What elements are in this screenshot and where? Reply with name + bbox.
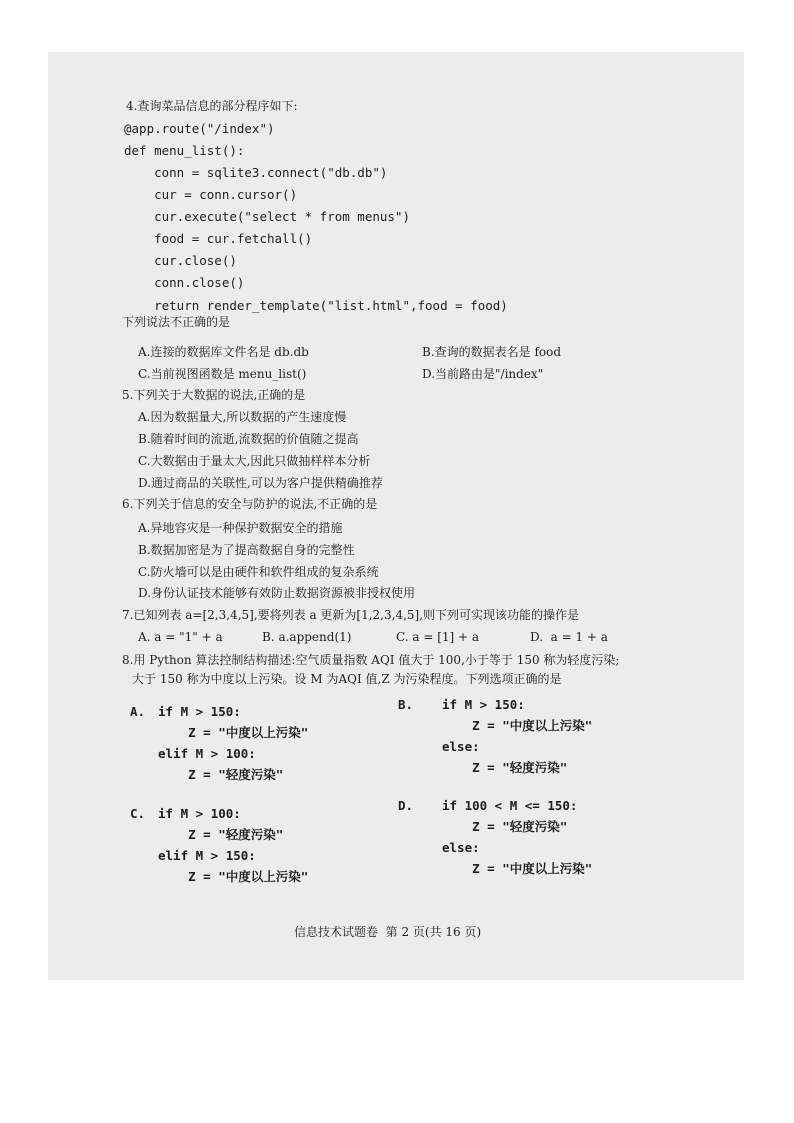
q5-option-d: D.通过商品的关联性,可以为客户提供精确推荐 [138, 476, 383, 490]
q8-option-b-line: Z = "中度以上污染" [442, 718, 593, 733]
q7-option-d: D. a = 1 + a [530, 630, 608, 644]
q4-option-c: C.当前视图函数是 menu_list() [138, 367, 307, 381]
q8-option-d-line: Z = "轻度污染" [442, 819, 568, 834]
q8-option-d-letter: D. [398, 798, 414, 813]
q8-option-c-line: Z = "中度以上污染" [158, 869, 309, 884]
q4-code-line: food = cur.fetchall() [124, 231, 313, 246]
q8-stem-line2: 大于 150 称为中度以上污染。设 M 为AQI 值,Z 为污染程度。下列选项正确的是 [132, 672, 562, 686]
q7-stem: 7.已知列表 a=[2,3,4,5],要将列表 a 更新为[1,2,3,4,5],则下列可实现该功能的操作是 [122, 608, 580, 622]
q4-code-line: @app.route("/index") [124, 121, 275, 136]
q4-code-line: cur.close() [124, 253, 237, 268]
q8-option-a-line: if M > 150: [158, 704, 241, 719]
q4-code-line: cur = conn.cursor() [124, 187, 298, 202]
q4-code-line: conn = sqlite3.connect("db.db") [124, 165, 388, 180]
q7-option-c: C. a = [1] + a [396, 630, 480, 644]
q4-code-line: def menu_list(): [124, 143, 245, 158]
q8-option-a-letter: A. [130, 704, 146, 719]
q8-option-d-line: else: [442, 840, 480, 855]
q8-option-b-letter: B. [398, 697, 414, 712]
q8-option-c-line: Z = "轻度污染" [158, 827, 284, 842]
q6-option-d: D.身份认证技术能够有效防止数据资源被非授权使用 [138, 586, 416, 600]
q7-option-a: A. a = "1" + a [138, 630, 223, 644]
q8-option-c-line: if M > 100: [158, 806, 241, 821]
q4-code-line: cur.execute("select * from menus") [124, 209, 410, 224]
q4-code-line: conn.close() [124, 275, 245, 290]
q4-option-b: B.查询的数据表名是 food [422, 345, 562, 359]
q8-option-a-line: Z = "轻度污染" [158, 767, 284, 782]
q4-intro: 4.查询菜品信息的部分程序如下: [126, 99, 298, 113]
page-footer: 信息技术试题卷 第 2 页(共 16 页) [294, 925, 482, 939]
q8-option-b-line: else: [442, 739, 480, 754]
q6-stem: 6.下列关于信息的安全与防护的说法,不正确的是 [122, 497, 378, 511]
exam-page [48, 52, 744, 980]
q6-option-c: C.防火墙可以是由硬件和软件组成的复杂系统 [138, 565, 379, 579]
q8-option-d-line: if 100 < M <= 150: [442, 798, 578, 813]
q6-option-b: B.数据加密是为了提高数据自身的完整性 [138, 543, 355, 557]
q8-option-c-letter: C. [130, 806, 146, 821]
q8-option-a-line: elif M > 100: [158, 746, 256, 761]
q5-option-b: B.随着时间的流逝,流数据的价值随之提高 [138, 432, 359, 446]
q7-option-b: B. a.append(1) [262, 630, 352, 644]
q4-option-d: D.当前路由是"/index" [422, 367, 544, 381]
q6-option-a: A.异地容灾是一种保护数据安全的措施 [138, 521, 343, 535]
q8-option-c-line: elif M > 150: [158, 848, 256, 863]
q4-stem: 下列说法不正确的是 [122, 315, 231, 329]
q4-option-a: A.连接的数据库文件名是 db.db [138, 345, 309, 359]
q8-option-a-line: Z = "中度以上污染" [158, 725, 309, 740]
q8-option-d-line: Z = "中度以上污染" [442, 861, 593, 876]
q8-option-b-line: if M > 150: [442, 697, 525, 712]
q8-stem-line1: 8.用 Python 算法控制结构描述:空气质量指数 AQI 值大于 100,小于等于 150 称为轻度污染; [122, 653, 620, 667]
q4-code-line: return render_template("list.html",food = food) [124, 298, 508, 313]
q5-stem: 5.下列关于大数据的说法,正确的是 [122, 388, 306, 402]
q8-option-b-line: Z = "轻度污染" [442, 760, 568, 775]
q5-option-a: A.因为数据量大,所以数据的产生速度慢 [138, 410, 347, 424]
q5-option-c: C.大数据由于量太大,因此只做抽样样本分析 [138, 454, 371, 468]
